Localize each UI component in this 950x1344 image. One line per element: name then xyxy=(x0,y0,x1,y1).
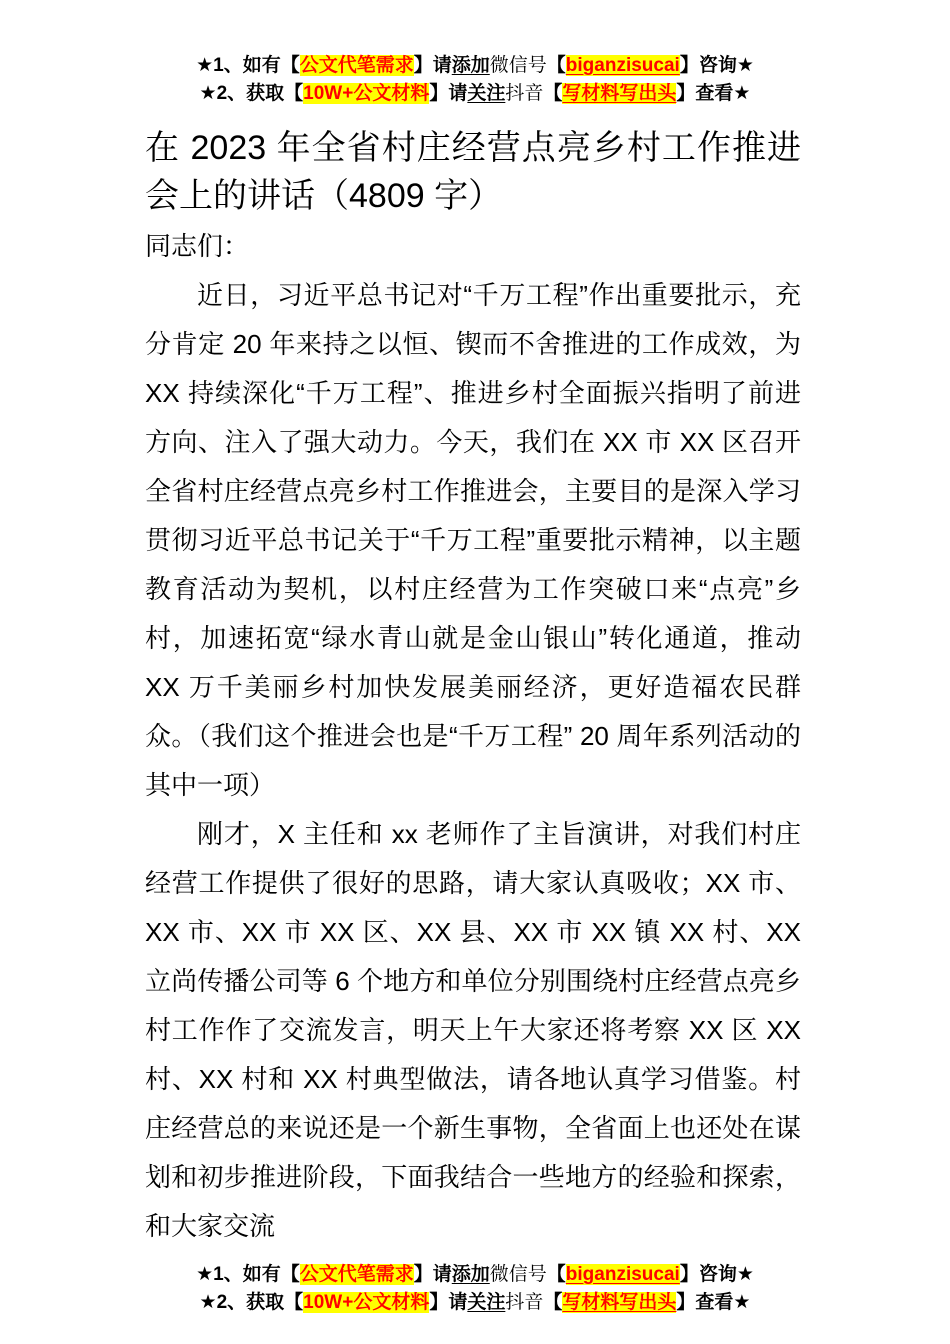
notice-line-2 xyxy=(0,1289,950,1317)
footer-notice xyxy=(0,1261,950,1317)
notice-run: 【 xyxy=(546,55,566,76)
notice-run: 【 xyxy=(543,1292,563,1313)
notice-run: biganzisucai xyxy=(565,55,680,76)
notice-run: 】查看★ xyxy=(676,1292,751,1313)
notice-run: 抖音 xyxy=(505,83,544,104)
notice-run: 【 xyxy=(546,1264,566,1285)
salutation: 同志们： xyxy=(145,231,250,261)
document-title: 在 2023 年全省村庄经营点亮乡村工作推进会上的讲话（4809 字） xyxy=(145,129,801,215)
body-paragraph: 近日，习近平总书记对“千万工程”作出重要批示，充分肯定 20 年来持之以恒、锲而不舍推进的工作成效，为 XX 持续深化“千万工程”、推进乡村全面振兴指明了前进方向、注入了强大动力。今天，我们在 XX 市 XX 区召开全省村庄经营点亮乡村工作推进会，主要目的是深入学习贯彻习近平总书记关于“千万工程”重要批示精神，以主题教育活动为契机，以村庄经营为工作突破口来“点亮”乡村，加速拓宽“绿水青山就是金山银山”转化通道，推动 XX 万千美丽乡村加快发展美丽经济，更好造福农民群众。（我们这个推进会也是“千万工程” 20 周年系列活动的其中一项） xyxy=(145,280,801,800)
notice-run: 】咨询★ xyxy=(679,1264,754,1285)
notice-run: 写材料写出头 xyxy=(562,83,677,104)
notice-line-2 xyxy=(0,80,950,108)
notice-run: 写材料写出头 xyxy=(562,1292,677,1313)
notice-run: ★1、如有【 xyxy=(196,55,300,76)
notice-line-1 xyxy=(0,52,950,80)
notice-run: 添加 xyxy=(451,1264,490,1285)
notice-run: 微信号 xyxy=(489,55,547,76)
notice-run: ★1、如有【 xyxy=(196,1264,300,1285)
notice-run: 10W+公文材料 xyxy=(303,83,430,104)
header-notice xyxy=(0,52,950,108)
notice-run: ★2、获取【 xyxy=(199,83,304,104)
notice-run: 】请 xyxy=(429,83,468,104)
notice-run: 10W+公文材料 xyxy=(303,1292,430,1313)
notice-run: biganzisucai xyxy=(565,1264,680,1285)
document-content xyxy=(0,124,950,1251)
notice-run: 抖音 xyxy=(505,1292,544,1313)
notice-run: 添加 xyxy=(451,55,490,76)
notice-run: 微信号 xyxy=(489,1264,547,1285)
notice-run: 关注 xyxy=(467,1292,506,1313)
notice-run: 公文代笔需求 xyxy=(299,55,414,76)
notice-run: ★2、获取【 xyxy=(199,1292,304,1313)
body-paragraph: 刚才，X 主任和 xx 老师作了主旨演讲，对我们村庄经营工作提供了很好的思路，请大家认真吸收；XX 市、XX 市、XX 市 XX 区、XX 县、XX 市 XX 镇 XX 村、XX 立尚传播公司等 6 个地方和单位分别围绕村庄经营点亮乡村工作作了交流发言，明天上午大家还将考察 XX 区 XX 村、XX 村和 XX 村典型做法，请各地认真学习借鉴。村庄经营总的来说还是一个新生事物，全省面上也还处在谋划和初步推进阶段，下面我结合一些地方的经验和探索，和大家交流 xyxy=(145,819,801,1241)
notice-run: 】查看★ xyxy=(676,83,751,104)
notice-run: 】请 xyxy=(413,55,452,76)
notice-run: 】请 xyxy=(429,1292,468,1313)
notice-run: 】请 xyxy=(413,1264,452,1285)
notice-run: 】咨询★ xyxy=(679,55,754,76)
notice-line-1 xyxy=(0,1261,950,1289)
document-body xyxy=(145,271,801,1251)
notice-run: 关注 xyxy=(467,83,506,104)
notice-run: 【 xyxy=(543,83,563,104)
notice-run: 公文代笔需求 xyxy=(299,1264,414,1285)
